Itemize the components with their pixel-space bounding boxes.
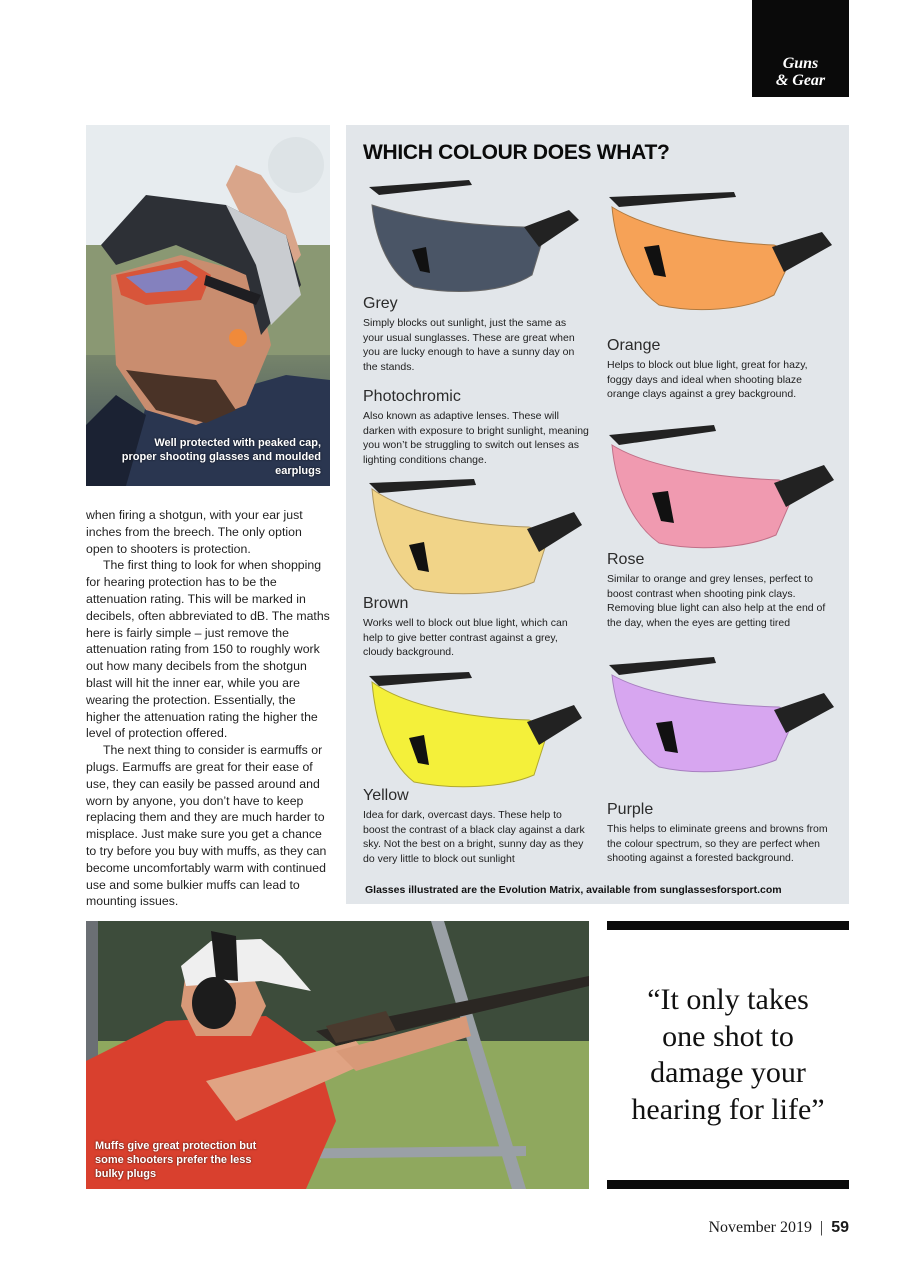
photo-bottom-caption: Muffs give great protection but some shooters prefer the less bulky plugs — [95, 1140, 257, 1180]
lens-desc-orange: Helps to block out blue light, great for hazy, foggy days and ideal when shooting blaze orange clays against a grey background. — [607, 359, 808, 400]
shooter-glasses-illustration — [86, 125, 330, 486]
lens-desc-purple: This helps to eliminate greens and browns from the colour spectrum, so they are perfect when shooting against a forested background. — [607, 823, 828, 864]
folio-month: November 2019 — [708, 1219, 812, 1236]
orange-glasses-image — [604, 187, 836, 317]
lens-name-brown: Brown — [363, 595, 409, 612]
pull-quote — [607, 921, 849, 1189]
lens-desc-grey: Simply blocks out sunlight, just the same as your usual sunglasses. These are great when you are lucky enough to have a sunny day on the stands. — [363, 317, 575, 373]
rose-glasses-image — [604, 425, 836, 555]
lens-name-photochromic: Photochromic — [363, 388, 461, 405]
lens-desc-yellow: Idea for dark, overcast days. These help to boost the contrast of a black clay against a dark sky. Not the best on a bright, sunny day as they do very little to block out sunlight — [363, 809, 585, 865]
article-body — [86, 507, 332, 910]
lens-desc-brown: Works well to block out blue light, which can help to give better contrast against a grey, cloudy background. — [363, 617, 568, 658]
photo-top-caption: Well protected with peaked cap, proper shooting glasses and moulded earplugs — [121, 437, 321, 477]
panel-title: WHICH COLOUR DOES WHAT? — [363, 141, 670, 164]
lens-entry-brown — [363, 595, 589, 660]
page-number: 59 — [831, 1219, 849, 1236]
body-paragraph-3: The next thing to consider is earmuffs or plugs. Earmuffs are great for their ease of use, they can easily be passed around and worn by anyone, you don’t have to keep replacing them and they are much harder to misplace. Just make sure you get a chance to try before you buy with muffs, as they can become uncomfortably warm with continued use and some bulkier muffs can lead to mounting issues. — [86, 743, 327, 909]
photo-shooter-glasses — [86, 125, 330, 486]
yellow-glasses-image — [364, 670, 586, 795]
body-paragraph-2: The first thing to look for when shopping for hearing protection has to be the attenuation rating. This will be marked in decibels, often abbreviated to dB. The maths here is fairly simple – just remove the attenuation rating from 150 to roughly work out how many decibels from the shotgun blast will hit the inner ear, while you are wearing the protection. Essentially, the higher the attenuation rating the higher the level of protection offered. — [86, 558, 330, 741]
grey-glasses-image — [364, 175, 584, 300]
lens-desc-photochromic: Also known as adaptive lenses. These will darken with exposure to bright sunlight, meaning you won’t be struggling to switch out lenses as lighting conditions change. — [363, 410, 589, 466]
photo-shooter-earmuffs — [86, 921, 589, 1189]
section-tab-line1: Guns — [782, 55, 819, 72]
folio-separator: | — [820, 1219, 824, 1236]
lens-entry-yellow — [363, 787, 589, 866]
lens-name-rose: Rose — [607, 551, 645, 568]
page-folio — [708, 1219, 849, 1237]
section-tab-line2: & Gear — [775, 72, 826, 89]
colour-guide-panel — [346, 125, 849, 904]
lens-name-orange: Orange — [607, 337, 661, 354]
lens-name-grey: Grey — [363, 295, 398, 312]
lens-entry-orange — [607, 337, 833, 402]
panel-footnote: Glasses illustrated are the Evolution Matrix, available from sunglassesforsport.com — [365, 884, 782, 896]
lens-entry-rose — [607, 551, 833, 630]
brown-glasses-image — [364, 477, 586, 602]
body-paragraph-1: when firing a shotgun, with your ear just inches from the breech. The only option open to shooters is protection. — [86, 508, 303, 556]
lens-entry-purple — [607, 801, 833, 866]
lens-entry-photochromic — [363, 388, 589, 467]
lens-desc-rose: Similar to orange and grey lenses, perfect to boost contrast when shooting pink clays. Removing blue light can also help at the end of the day, when the eyes are getting tired — [607, 573, 826, 629]
purple-glasses-image — [604, 655, 836, 780]
section-tab — [752, 0, 849, 97]
pull-quote-text: “It only takes one shot to damage your hearing for life” — [631, 983, 825, 1126]
lens-name-purple: Purple — [607, 801, 654, 818]
lens-entry-grey — [363, 295, 589, 374]
lens-name-yellow: Yellow — [363, 787, 409, 804]
